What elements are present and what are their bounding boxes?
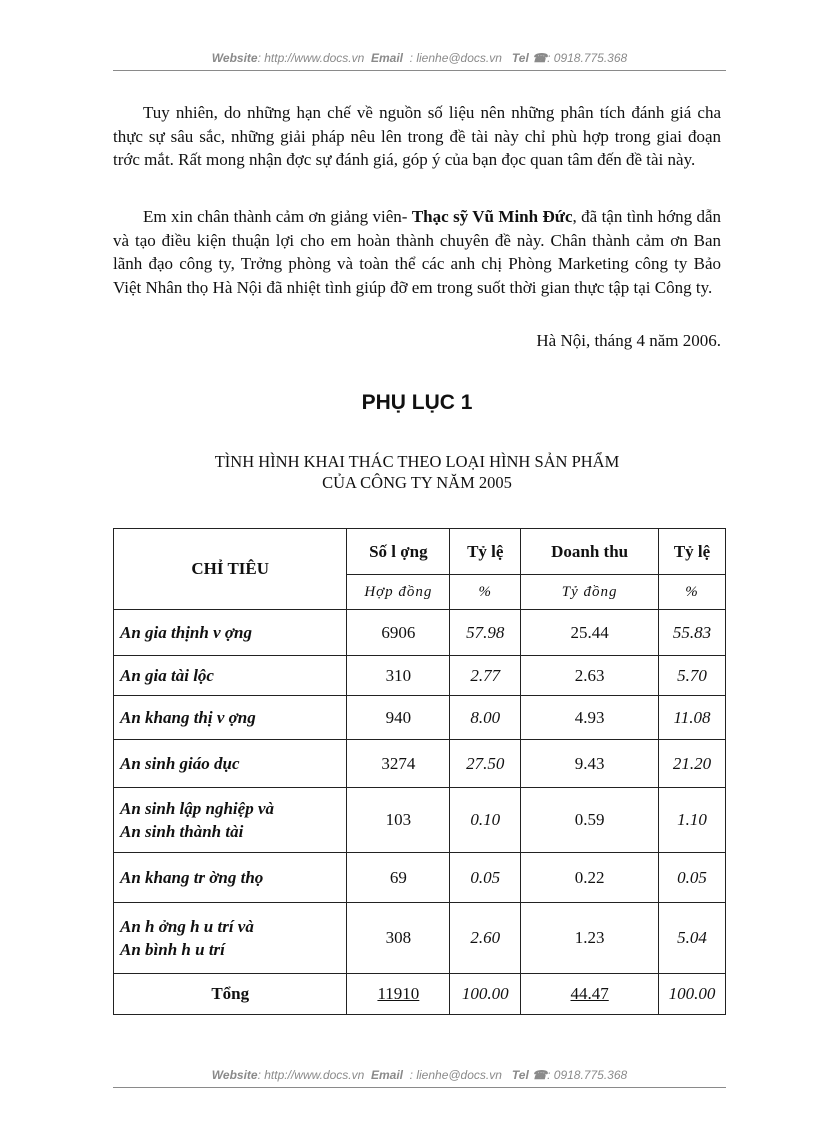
- table-caption-line-1: TÌNH HÌNH KHAI THÁC THEO LOẠI HÌNH SẢN PHẨM: [214, 452, 620, 471]
- row-revenue: 0.22: [521, 853, 659, 903]
- row-name: An khang thị v ợng: [114, 696, 347, 740]
- table-row: [114, 656, 726, 696]
- row-ratio-1: 57.98: [450, 610, 521, 656]
- row-revenue: 25.44: [521, 610, 659, 656]
- table-row: [114, 610, 726, 656]
- header-divider: [113, 70, 726, 71]
- total-revenue-value: 44.47: [570, 984, 609, 1003]
- paragraph-acknowledgement: [113, 205, 721, 299]
- header-ratio-2: Tỷ lệ: [659, 529, 726, 575]
- row-name: [114, 903, 347, 974]
- row-quantity: 6906: [347, 610, 450, 656]
- header-website-value: : http://www.docs.vn: [257, 51, 365, 65]
- row-revenue: 4.93: [521, 696, 659, 740]
- unit-ratio-1: %: [450, 575, 521, 610]
- header-tel-value: : 0918.775.368: [547, 51, 628, 65]
- row-revenue: 2.63: [521, 656, 659, 696]
- header-indicator: CHỈ TIÊU: [114, 529, 347, 610]
- row-ratio-2: 1.10: [659, 788, 726, 853]
- unit-quantity: Hợp đồng: [347, 575, 450, 610]
- table-row: [114, 788, 726, 853]
- header-tel-label: Tel ☎: [511, 51, 548, 65]
- row-name: An khang tr ờng thọ: [114, 853, 347, 903]
- row-quantity: 3274: [347, 740, 450, 788]
- footer-tel-value: : 0918.775.368: [547, 1068, 628, 1082]
- row-ratio-1: 2.77: [450, 656, 521, 696]
- footer-email-value: : lienhe@docs.vn: [409, 1068, 502, 1082]
- table-row: [114, 696, 726, 740]
- header-revenue: Doanh thu: [521, 529, 659, 575]
- row-revenue: 1.23: [521, 903, 659, 974]
- row-ratio-2: 5.70: [659, 656, 726, 696]
- total-label: Tổng: [114, 974, 347, 1015]
- header-quantity: Số l ợng: [347, 529, 450, 575]
- product-sales-table: [113, 528, 726, 1015]
- table-caption: [113, 451, 721, 493]
- total-quantity: [347, 974, 450, 1015]
- table-row: [114, 903, 726, 974]
- table-row: [114, 740, 726, 788]
- row-revenue: 0.59: [521, 788, 659, 853]
- header-email-label: Email: [370, 51, 403, 65]
- row-name-line-1: An sinh lập nghiệp và: [120, 799, 274, 818]
- header-website-label: Website: [211, 51, 258, 65]
- page-footer: [113, 1068, 726, 1082]
- row-quantity: 69: [347, 853, 450, 903]
- row-ratio-1: 8.00: [450, 696, 521, 740]
- table-header-row: [114, 529, 726, 575]
- row-name: An gia thịnh v ợng: [114, 610, 347, 656]
- footer-divider: [113, 1087, 726, 1088]
- row-quantity: 940: [347, 696, 450, 740]
- row-quantity: 308: [347, 903, 450, 974]
- total-ratio-1: 100.00: [450, 974, 521, 1015]
- row-ratio-2: 5.04: [659, 903, 726, 974]
- footer-email-label: Email: [370, 1068, 403, 1082]
- row-ratio-1: 0.10: [450, 788, 521, 853]
- row-name-line-2: An sinh thành tài: [120, 822, 244, 841]
- row-ratio-1: 2.60: [450, 903, 521, 974]
- total-ratio-2: 100.00: [659, 974, 726, 1015]
- header-email-value: : lienhe@docs.vn: [409, 51, 502, 65]
- total-quantity-value: 11910: [377, 984, 420, 1003]
- ack-text-rest: , đã tận tình hớng dẫn và tạo điều kiện thuận lợi cho em hoàn thành chuyên đề này. Chân thành cảm ơn Ban lãnh đạo công ty, Trởng phòng và toàn thể các anh chị Phòng Marketing công ty Bảo Việt Nhân thọ Hà Nội đã nhiệt tình giúp đỡ em trong suốt thời gian thực tập tại Công ty.: [113, 207, 722, 297]
- row-ratio-2: 0.05: [659, 853, 726, 903]
- row-ratio-2: 21.20: [659, 740, 726, 788]
- row-name: An gia tài lộc: [114, 656, 347, 696]
- header-ratio-1: Tỷ lệ: [450, 529, 521, 575]
- supervisor-name: Thạc sỹ Vũ Minh Đức: [411, 207, 573, 226]
- ack-text-start: Em xin chân thành cảm ơn giảng viên-: [143, 207, 408, 226]
- row-ratio-1: 0.05: [450, 853, 521, 903]
- row-name: An sinh giáo dục: [114, 740, 347, 788]
- footer-website-label: Website: [211, 1068, 258, 1082]
- paragraph-limitations: Tuy nhiên, do những hạn chế về nguồn số liệu nên những phân tích đánh giá cha thực sự sâu sắc, những giải pháp nêu lên trong đề tài này chỉ phù hợp trong giai đoạn trớc mắt. Rất mong nhận đợc sự đánh giá, góp ý của bạn đọc quan tâm đến đề tài này.: [113, 103, 721, 169]
- row-revenue: 9.43: [521, 740, 659, 788]
- unit-revenue: Tỷ đồng: [521, 575, 659, 610]
- table-caption-line-2: CỦA CÔNG TY NĂM 2005: [322, 473, 512, 492]
- row-ratio-2: 55.83: [659, 610, 726, 656]
- row-name: [114, 788, 347, 853]
- table-row: [114, 853, 726, 903]
- total-revenue: [521, 974, 659, 1015]
- table-total-row: [114, 974, 726, 1015]
- row-ratio-2: 11.08: [659, 696, 726, 740]
- footer-tel-label: Tel ☎: [511, 1068, 548, 1082]
- row-quantity: 310: [347, 656, 450, 696]
- unit-ratio-2: %: [659, 575, 726, 610]
- appendix-title: PHỤ LỤC 1: [361, 391, 473, 414]
- page-header: [113, 51, 726, 65]
- footer-website-value: : http://www.docs.vn: [257, 1068, 365, 1082]
- signoff-date: Hà Nội, tháng 4 năm 2006.: [536, 331, 721, 350]
- row-name-line-1: An h ởng h u trí và: [120, 917, 254, 936]
- row-quantity: 103: [347, 788, 450, 853]
- row-name-line-2: An bình h u trí: [120, 940, 225, 959]
- row-ratio-1: 27.50: [450, 740, 521, 788]
